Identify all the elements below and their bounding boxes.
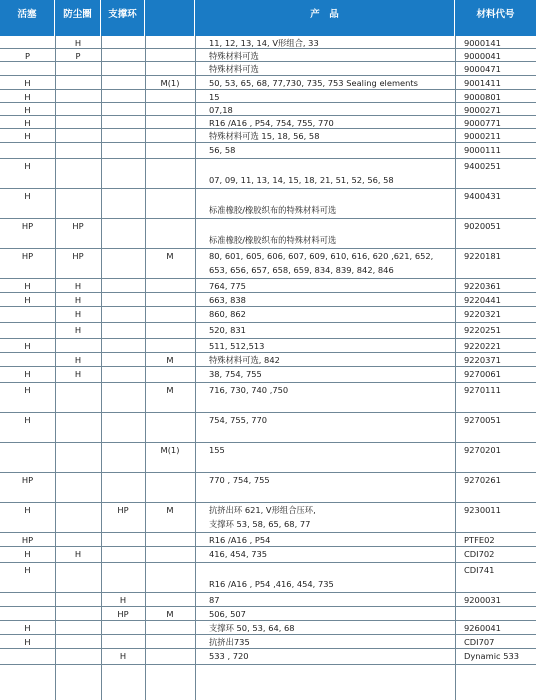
material-code: 9220371 (464, 355, 501, 365)
cell-c0: H (24, 549, 31, 559)
table-row (0, 62, 536, 76)
material-code: 9220221 (464, 341, 501, 351)
material-code: 9400431 (464, 191, 501, 201)
product-line-2: 标准橡胶/橡胶织布的特殊材料可选 (209, 235, 337, 245)
table-row (0, 143, 536, 159)
cell-c0: H (24, 92, 31, 102)
product-line-2: 07, 09, 11, 13, 14, 15, 18, 21, 51, 52, 56, 58 (209, 175, 394, 185)
material-code: 9220321 (464, 309, 501, 319)
product-line-1: 520, 831 (209, 325, 246, 335)
header-product: 产 品 (195, 0, 455, 36)
product-line-1: 特殊材料可选 15, 18, 56, 58 (209, 131, 320, 141)
table-row (0, 129, 536, 143)
product-line-1: 155 (209, 445, 225, 455)
cell-c0: H (24, 118, 31, 128)
cell-c0: H (24, 281, 31, 291)
cell-c1: H (74, 325, 82, 335)
product-line-1: 754, 755, 770 (209, 415, 268, 425)
product-line-1: R16 /A16 , P54, 754, 755, 770 (209, 118, 334, 128)
table-row (0, 293, 536, 307)
cell-c0: H (24, 637, 31, 647)
material-code: 9000471 (464, 64, 501, 74)
cell-c3: M (166, 251, 174, 261)
product-line-1: 07,18 (209, 105, 233, 115)
material-code: CDI707 (464, 637, 495, 647)
material-code: 9020051 (464, 221, 501, 231)
material-code: 9200031 (464, 595, 501, 605)
cell-c0: H (24, 341, 31, 351)
material-code: 9000211 (464, 131, 501, 141)
material-code: Dynamic 533 (464, 651, 520, 661)
cell-c0: H (24, 623, 31, 633)
material-code: 9220361 (464, 281, 501, 291)
product-line-2: R16 /A16 , P54 ,416, 454, 735 (209, 579, 334, 589)
product-line-2: 支撑环 53, 58, 65, 68, 77 (209, 519, 311, 529)
cell-c3: M (166, 355, 174, 365)
table-row (0, 189, 536, 219)
table-row (0, 367, 536, 383)
product-line-1: 11, 12, 13, 14, V形组合, 33 (209, 38, 319, 48)
table-row (0, 307, 536, 323)
table-row (0, 116, 536, 129)
cell-c3: M (166, 385, 174, 395)
cell-c1: H (74, 309, 82, 319)
product-line-1: 506, 507 (209, 609, 246, 619)
cell-c1: H (74, 295, 82, 305)
table-row (0, 635, 536, 649)
material-code: 9000771 (464, 118, 501, 128)
cell-c2: HP (117, 505, 129, 515)
material-code: PTFE02 (464, 535, 495, 545)
table-row (0, 607, 536, 621)
material-code: 9270051 (464, 415, 501, 425)
product-line-1: 770 , 754, 755 (209, 475, 270, 485)
table-row (0, 563, 536, 593)
table-row (0, 219, 536, 249)
table-row (0, 547, 536, 563)
table-row (0, 503, 536, 533)
material-code: 9270111 (464, 385, 501, 395)
product-line-1: 特殊材料可选 (209, 51, 259, 61)
product-line-1: 15 (209, 92, 220, 102)
cell-c2: HP (117, 609, 129, 619)
cell-c3: M (166, 609, 174, 619)
table-row (0, 76, 536, 90)
table-row (0, 103, 536, 116)
cell-c2: H (119, 651, 127, 661)
product-line-1: 38, 754, 755 (209, 369, 262, 379)
table-row (0, 323, 536, 339)
product-line-1: 支撑环 50, 53, 64, 68 (209, 623, 295, 633)
table-row (0, 533, 536, 547)
table-row (0, 279, 536, 293)
product-line-1: 50, 53, 65, 68, 77,730, 735, 753 Sealing elements (209, 78, 418, 88)
cell-c0: H (24, 385, 31, 395)
cell-c0: H (24, 565, 31, 575)
material-code: 9000801 (464, 92, 501, 102)
table-row (0, 249, 536, 279)
cell-c0: H (24, 295, 31, 305)
product-line-1: 860, 862 (209, 309, 246, 319)
product-line-1: 抗挤出735 (209, 637, 250, 647)
product-line-1: 511, 512,513 (209, 341, 265, 351)
material-code: 9270061 (464, 369, 501, 379)
table-row (0, 90, 536, 103)
material-code: CDI702 (464, 549, 495, 559)
cell-c1: HP (72, 221, 84, 231)
product-line-1: 87 (209, 595, 220, 605)
table-header (0, 0, 536, 36)
cell-c0: H (24, 191, 31, 201)
product-line-1: 特殊材料可选, 842 (209, 355, 280, 365)
cell-c0: P (24, 51, 30, 61)
table-row (0, 353, 536, 367)
table-row (0, 339, 536, 353)
material-code: 9220251 (464, 325, 501, 335)
cell-c0: H (24, 78, 31, 88)
header-material-code: 材料代号 (476, 9, 515, 20)
header-blank (145, 0, 195, 36)
material-code: 9270261 (464, 475, 501, 485)
material-code: CDI741 (464, 565, 495, 575)
table-row (0, 36, 536, 49)
cell-c0: H (24, 131, 31, 141)
product-line-1: 抗挤出环 621, V形组合压环, (209, 505, 316, 515)
cell-c0: HP (21, 221, 34, 231)
material-code: 9260041 (464, 623, 501, 633)
product-line-1: 特殊材料可选 (209, 64, 259, 74)
table-row (0, 159, 536, 189)
header-wiper: 防尘圈 (55, 0, 101, 36)
cell-c0: H (24, 415, 31, 425)
material-code: 9220441 (464, 295, 501, 305)
cell-c0: H (24, 105, 31, 115)
cell-c1: P (75, 51, 81, 61)
product-line-2: 653, 656, 657, 658, 659, 834, 839, 842, 846 (209, 265, 394, 275)
cell-c1: H (74, 281, 82, 291)
table-row (0, 593, 536, 607)
cell-c0: H (24, 505, 31, 515)
cell-c0: HP (21, 535, 34, 545)
cell-c1: H (74, 38, 82, 48)
cell-c1: H (74, 355, 82, 365)
product-line-1: 663, 838 (209, 295, 246, 305)
cell-c0: HP (21, 251, 34, 261)
cell-c1: H (74, 369, 82, 379)
table-row (0, 383, 536, 413)
material-code: 9400251 (464, 161, 501, 171)
product-line-1: 56, 58 (209, 145, 236, 155)
cell-c0: H (24, 369, 31, 379)
material-code: 9230011 (464, 505, 501, 515)
header-piston: 活塞 (0, 0, 55, 36)
material-code: 9220181 (464, 251, 501, 261)
table-row (0, 49, 536, 62)
cell-c2: H (119, 595, 127, 605)
material-code: 9000141 (464, 38, 501, 48)
product-line-2: 标准橡胶/橡胶织布的特殊材料可选 (209, 205, 337, 215)
material-code: 9000271 (464, 105, 501, 115)
product-line-1: 416, 454, 735 (209, 549, 268, 559)
table-row (0, 621, 536, 635)
material-code: 9000111 (464, 145, 501, 155)
cell-c3: M(1) (160, 445, 180, 455)
cell-c0: HP (21, 475, 34, 485)
product-line-1: 533 , 720 (209, 651, 249, 661)
material-code: 9000041 (464, 51, 501, 61)
material-code: 9001411 (464, 78, 501, 88)
product-line-1: 80, 601, 605, 606, 607, 609, 610, 616, 620 ,621, 652, (209, 251, 434, 261)
cell-c0: H (24, 161, 31, 171)
product-line-1: 716, 730, 740 ,750 (209, 385, 289, 395)
product-line-1: R16 /A16 , P54 (209, 535, 271, 545)
cell-c3: M (166, 505, 174, 515)
table-row (0, 413, 536, 443)
table-row (0, 473, 536, 503)
table-row (0, 649, 536, 665)
cell-c1: HP (72, 251, 84, 261)
product-line-1: 764, 775 (209, 281, 246, 291)
cell-c1: H (74, 549, 82, 559)
material-code: 9270201 (464, 445, 501, 455)
header-support-ring: 支撑环 (101, 0, 145, 36)
cell-c3: M(1) (160, 78, 180, 88)
table-row (0, 443, 536, 473)
